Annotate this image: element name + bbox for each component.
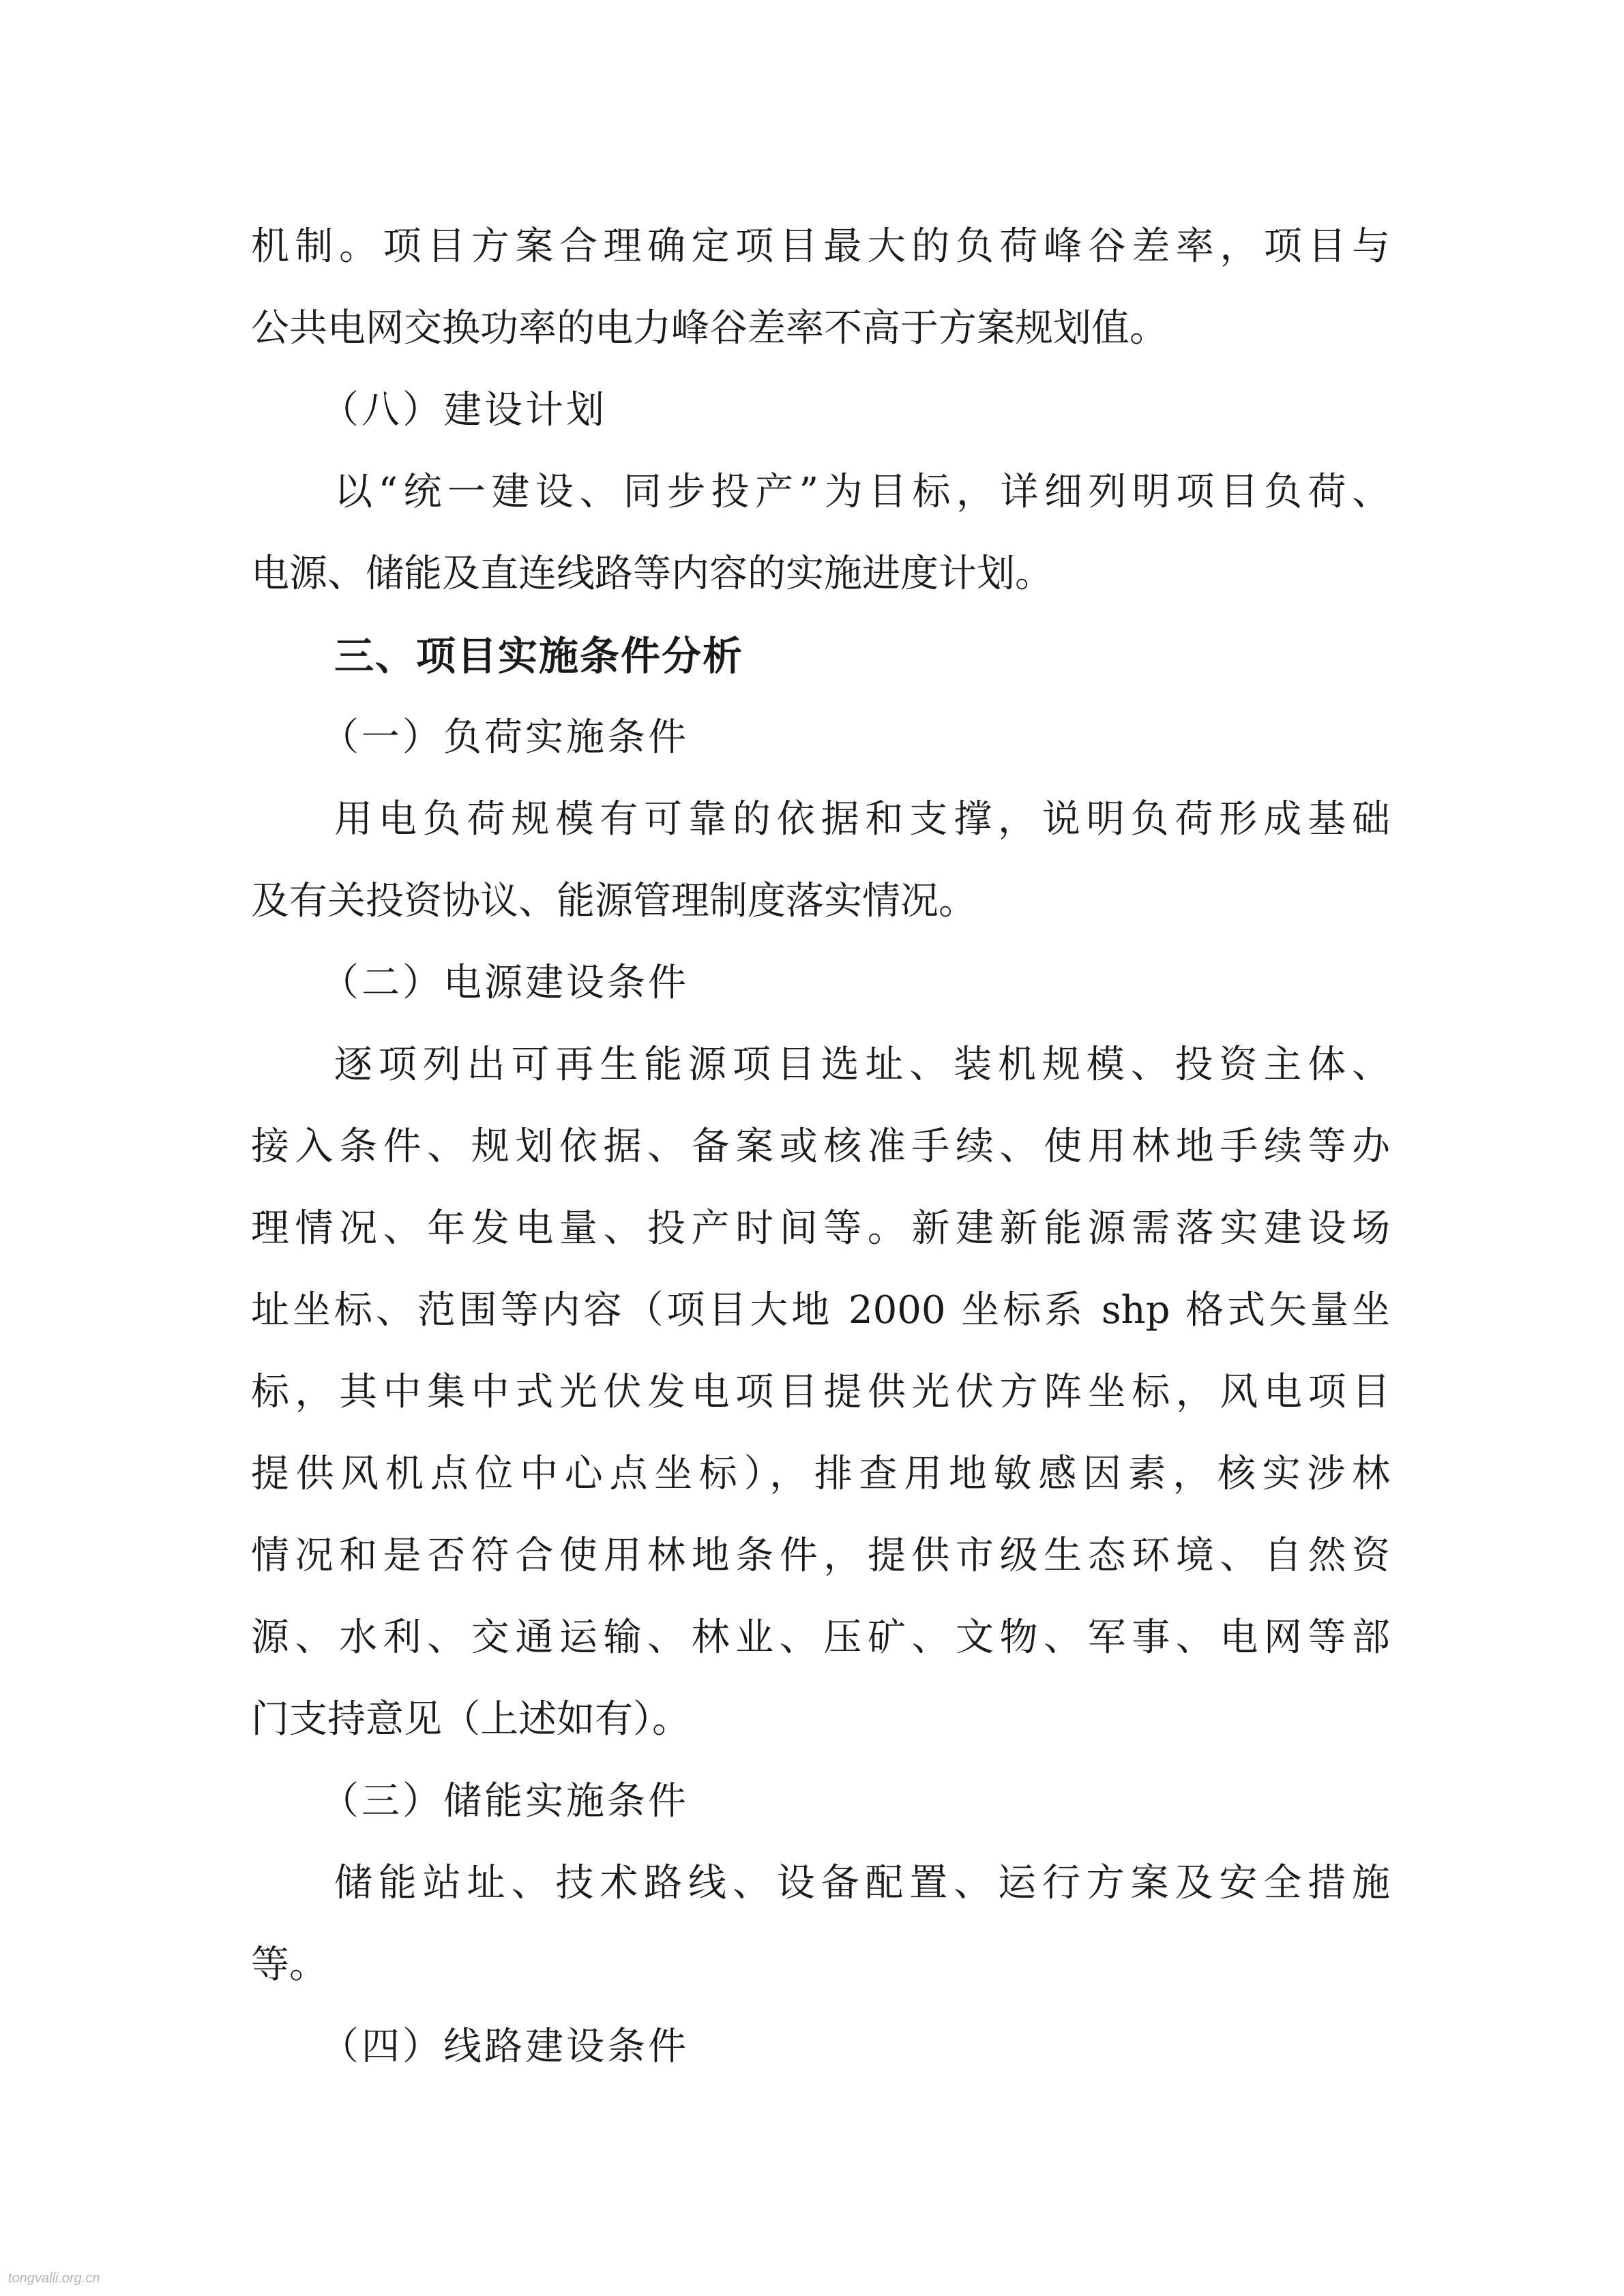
subsection-heading: （二）电源建设条件 [321, 961, 689, 1005]
paragraph-line: 以“统一建设、同步投产”为目标，详细列明项目负荷、 [334, 470, 1390, 514]
paragraph-line: 公共电网交换功率的电力峰谷差率不高于方案规划值。 [251, 306, 1168, 351]
paragraph-line: 情况和是否符合使用林地条件，提供市级生态环境、自然资 [251, 1534, 1390, 1578]
paragraph-line: 电源、储能及直连线路等内容的实施进度计划。 [251, 552, 1053, 596]
subsection-heading: （八）建设计划 [321, 388, 607, 432]
subsection-heading: （三）储能实施条件 [321, 1779, 689, 1823]
watermark-text: tongvalli.org.cn [8, 2271, 100, 2286]
paragraph-line: 逐项列出可再生能源项目选址、装机规模、投资主体、 [334, 1043, 1390, 1087]
paragraph-line: 用电负荷规模有可靠的依据和支撑，说明负荷形成基础 [334, 797, 1390, 841]
paragraph-line: 机制。项目方案合理确定项目最大的负荷峰谷差率，项目与 [251, 224, 1390, 269]
paragraph-line: 标，其中集中式光伏发电项目提供光伏方阵坐标，风电项目 [251, 1370, 1390, 1414]
paragraph-line: 提供风机点位中心点坐标），排查用地敏感因素，核实涉林 [251, 1452, 1390, 1496]
paragraph-line: 及有关投资协议、能源管理制度落实情况。 [251, 879, 977, 923]
subsection-heading: （一）负荷实施条件 [321, 715, 689, 760]
paragraph-line: 储能站址、技术路线、设备配置、运行方案及安全措施 [334, 1861, 1390, 1905]
paragraph-line: 门支持意见（上述如有）。 [251, 1697, 690, 1742]
paragraph-line: 理情况、年发电量、投产时间等。新建新能源需落实建设场 [251, 1206, 1390, 1251]
section-heading: 三、项目实施条件分析 [334, 633, 744, 679]
paragraph-line: 接入条件、规划依据、备案或核准手续、使用林地手续等办 [251, 1124, 1390, 1169]
paragraph-line: 址坐标、范围等内容（项目大地 2000 坐标系 shp 格式矢量坐 [251, 1288, 1390, 1332]
paragraph-line: 等。 [251, 1943, 327, 1987]
subsection-heading: （四）线路建设条件 [321, 2025, 689, 2069]
paragraph-line: 源、水利、交通运输、林业、压矿、文物、军事、电网等部 [251, 1615, 1390, 1660]
